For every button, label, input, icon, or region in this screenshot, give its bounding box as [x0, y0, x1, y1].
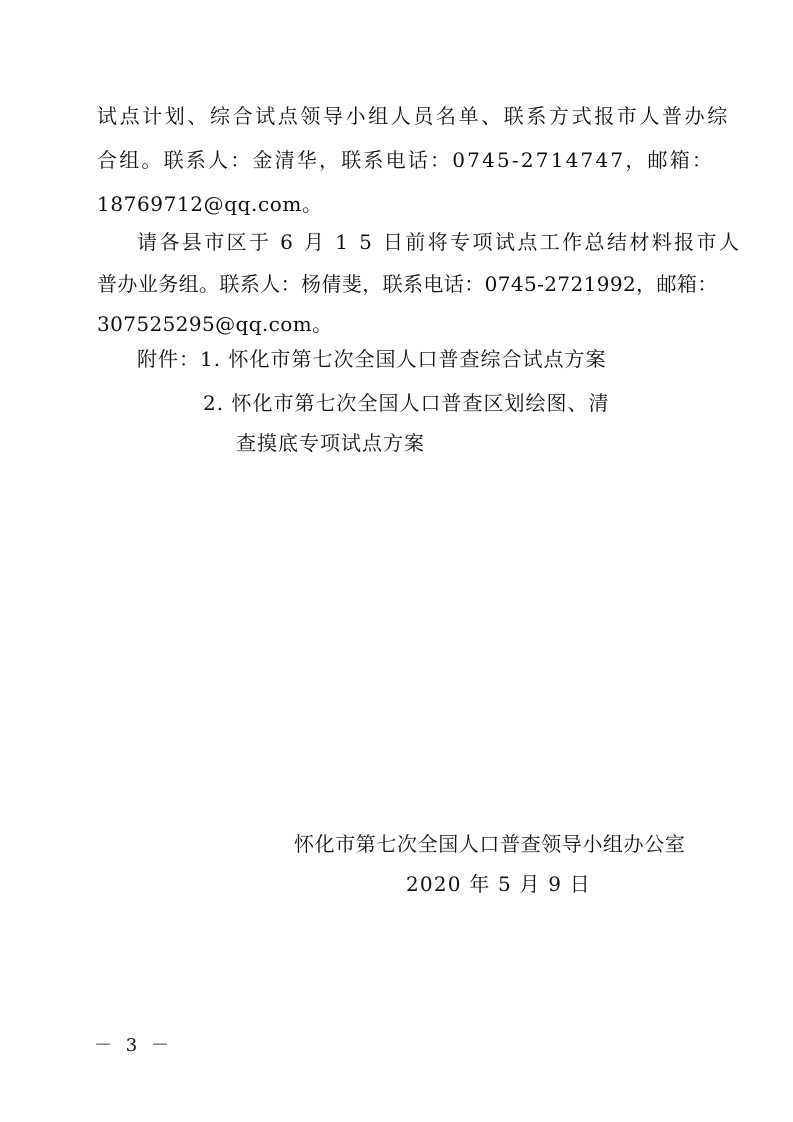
attachment-line-2: 2. 怀化市第七次全国人口普查区划绘图、清 — [203, 391, 610, 415]
signature-office: 怀化市第七次全国人口普查领导小组办公室 — [294, 832, 686, 856]
body-line-4: 请各县市区于 6 月 1 5 日前将专项试点工作总结材料报市人 — [137, 230, 742, 254]
page-number: － 3 － — [94, 1035, 173, 1056]
attachment-line-1: 附件：1. 怀化市第七次全国人口普查综合试点方案 — [137, 347, 607, 371]
signature-date: 2020 年 5 月 9 日 — [406, 872, 591, 896]
body-line-1: 试点计划、综合试点领导小组人员名单、联系方式报市人普办综 — [97, 104, 730, 128]
body-line-6: 307525295@qq.com。 — [97, 312, 333, 336]
body-line-2: 合组。联系人：金清华，联系电话：0745-2714747，邮箱： — [97, 148, 715, 172]
body-line-5: 普办业务组。联系人：杨倩斐，联系电话：0745-2721992，邮箱： — [97, 272, 718, 296]
body-line-3: 18769712@qq.com。 — [97, 192, 323, 216]
attachment-line-3: 查摸底专项试点方案 — [236, 431, 425, 455]
